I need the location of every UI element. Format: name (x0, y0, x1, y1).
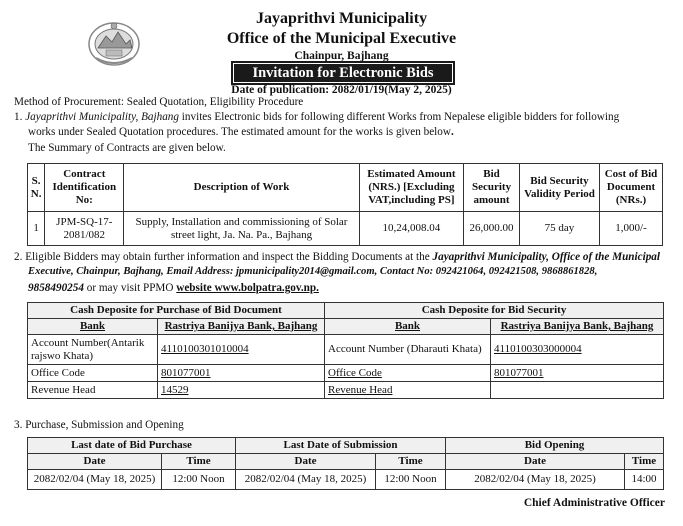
bank-label: Bank (325, 319, 491, 335)
cell-purchase-date: 2082/02/04 (May 18, 2025) (28, 470, 162, 490)
cell-office-code: 801077001 (491, 365, 664, 382)
ppmo-website-link[interactable]: website www.bolpatra.gov.np. (176, 282, 319, 294)
col-bid-security: Bid Security amount (464, 164, 520, 212)
schedule-subheader-row (28, 454, 664, 470)
bank-name: Rastriya Banijya Bank, Bajhang (491, 319, 664, 335)
cell-office-code-label: Office Code (325, 365, 491, 382)
group-bid-purchase: Last date of Bid Purchase (28, 438, 236, 454)
col-date: Date (236, 454, 376, 470)
col-date: Date (446, 454, 625, 470)
paragraph-1-text: invites Electronic bids for following different Works from Nepalese eligible bidders for following (179, 111, 620, 123)
cell-revenue-head-label: Revenue Head (325, 382, 491, 399)
cell-purchase-time: 12:00 Noon (162, 470, 236, 490)
cell-submission-date: 2082/02/04 (May 18, 2025) (236, 470, 376, 490)
cell-revenue-head: 14529 (158, 382, 325, 399)
table-row (28, 470, 664, 490)
paragraph-number: 2. (14, 251, 23, 263)
col-description: Description of Work (124, 164, 359, 212)
bank-name: Rastriya Banijya Bank, Bajhang (158, 319, 325, 335)
bank-label: Bank (28, 319, 158, 335)
cell-sn: 1 (28, 212, 45, 246)
group-bid-opening: Bid Opening (446, 438, 664, 454)
col-estimated-amount: Estimated Amount (NRS.) [Excluding VAT,including PS] (359, 164, 463, 212)
cash-security-title: Cash Deposite for Bid Security (325, 303, 664, 319)
contracts-header-row (28, 164, 663, 212)
col-contract-id: Contract Identification No: (45, 164, 124, 212)
org-name: Jayaprithvi Municipality (255, 10, 428, 27)
paragraph-1-line-2 (28, 125, 454, 139)
paragraph-1-line-1 (14, 110, 619, 124)
cash-bank-row (28, 319, 664, 335)
summary-caption: The Summary of Contracts are given below. (28, 142, 226, 154)
paragraph-2-phone: 9858490254 (28, 282, 84, 294)
cell-account-label: Account Number (Dharauti Khata) (325, 335, 491, 365)
cell-office-code: 801077001 (158, 365, 325, 382)
cell-account-number: 4110100301010004 (158, 335, 325, 365)
cell-contract-id: JPM-SQ-17-2081/082 (45, 212, 124, 246)
publication-date: Date of publication: 2082/01/19(May 2, 2025) (231, 84, 452, 96)
office-name: Office of the Municipal Executive (226, 30, 457, 47)
procurement-method: Method of Procurement: Sealed Quotation, Eligibility Procedure (14, 96, 304, 108)
table-row (28, 382, 664, 399)
cell-cost: 1,000/- (600, 212, 663, 246)
cell-opening-date: 2082/02/04 (May 18, 2025) (446, 470, 625, 490)
cell-account-number: 4110100303000004 (491, 335, 664, 365)
paragraph-2-line-1 (14, 250, 660, 264)
paragraph-1-org: Jayaprithvi Municipality, Bajhang (25, 111, 179, 123)
paragraph-1-line-2-text: works under Sealed Quotation procedures. The estimated amount for the works is given below (28, 126, 451, 138)
cell-description: Supply, Installation and commissioning of Solar street light, Ja. Na. Pa., Bajhang (124, 212, 359, 246)
col-cost: Cost of Bid Document (NRs.) (600, 164, 663, 212)
cell-submission-time: 12:00 Noon (376, 470, 446, 490)
schedule-title: 3. Purchase, Submission and Opening (14, 419, 184, 431)
paragraph-2-office: Jayaprithvi Municipality, Office of the Municipal (432, 251, 660, 263)
cell-validity: 75 day (519, 212, 599, 246)
table-row (28, 212, 663, 246)
notice-banner: Invitation for Electronic Bids (234, 64, 452, 82)
paragraph-2-text-3: or may visit PPMO (83, 282, 177, 294)
cell-estimated-amount: 10,24,008.04 (359, 212, 463, 246)
col-date: Date (28, 454, 162, 470)
col-time: Time (162, 454, 236, 470)
contracts-table (27, 163, 663, 246)
signatory: Chief Administrative Officer (523, 497, 665, 509)
cell-revenue-head-label: Revenue Head (28, 382, 158, 399)
paragraph-2-contact: Executive, Chainpur, Bajhang, Email Address: jpmunicipality2014@gmail.com, Contact No: 092421064, 092421508, 9868861828, (28, 266, 598, 277)
col-validity: Bid Security Validity Period (519, 164, 599, 212)
group-submission: Last Date of Submission (236, 438, 446, 454)
col-time: Time (625, 454, 664, 470)
col-sn: S. N. (28, 164, 45, 212)
schedule-table (27, 437, 664, 490)
cash-title-row (28, 303, 664, 319)
table-row (28, 365, 664, 382)
paragraph-number: 1. (14, 111, 23, 123)
cash-purchase-title: Cash Deposite for Purchase of Bid Document (28, 303, 325, 319)
table-row (28, 335, 664, 365)
paragraph-2-text: Eligible Bidders may obtain further information and inspect the Bidding Documents at the (25, 251, 433, 263)
cell-opening-time: 14:00 (625, 470, 664, 490)
cash-deposit-table (27, 302, 664, 399)
cell-account-label: Account Number(Antarik rajswo Khata) (28, 335, 158, 365)
cell-office-code-label: Office Code (28, 365, 158, 382)
cell-revenue-head (491, 382, 664, 399)
schedule-group-row (28, 438, 664, 454)
cell-bid-security: 26,000.00 (464, 212, 520, 246)
paragraph-1-period: . (450, 126, 454, 138)
paragraph-2-line-3 (28, 281, 319, 295)
col-time: Time (376, 454, 446, 470)
office-location: Chainpur, Bajhang (294, 50, 389, 62)
